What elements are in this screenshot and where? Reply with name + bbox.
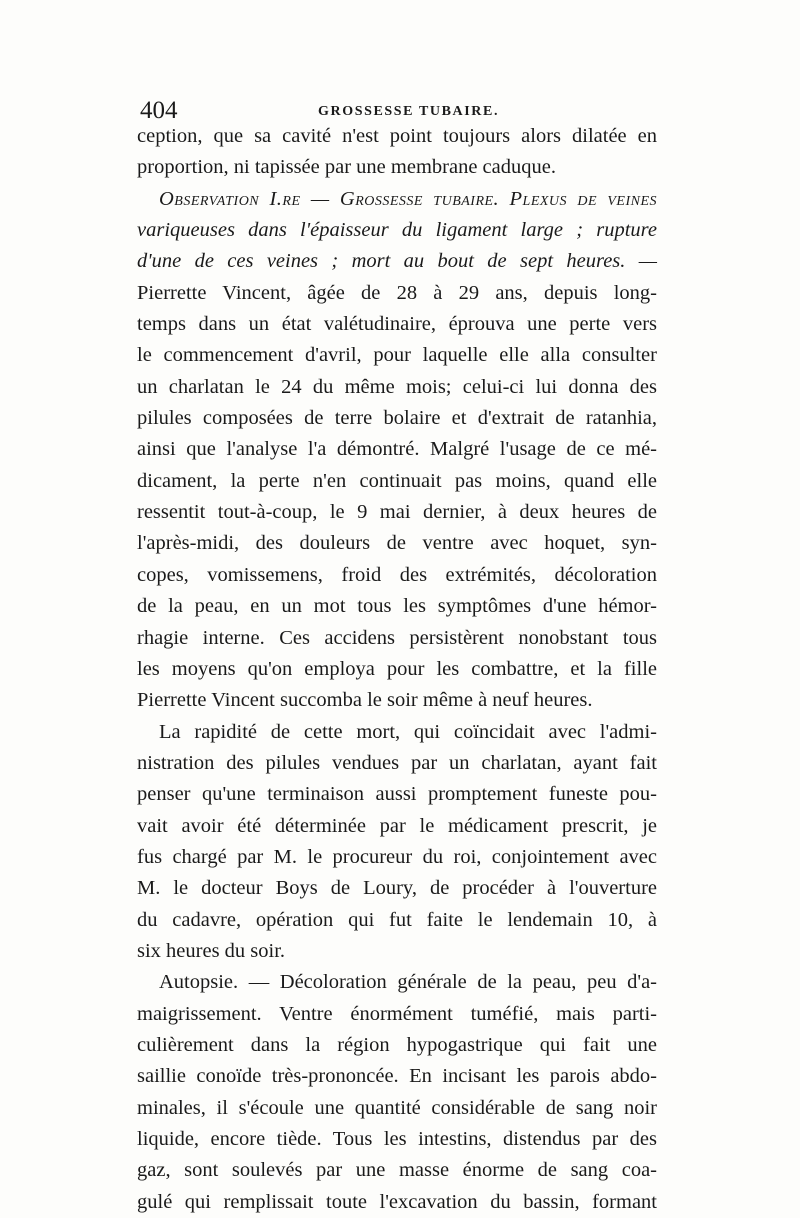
text-line: culièrement dans la région hypogastrique qui fait une bbox=[137, 1033, 657, 1056]
observation-heading-line: Observation I.re — Grossesse tubaire. Plexus de veines bbox=[159, 187, 657, 210]
observation-heading-line: variqueuses dans l'épaisseur du ligament large ; rupture bbox=[137, 219, 657, 242]
text-line: Pierrette Vincent succomba le soir même à neuf heures. bbox=[137, 689, 593, 712]
text-line: proportion, ni tapissée par une membrane caduque. bbox=[137, 156, 556, 179]
text-line: dicament, la perte n'en continuait pas moins, quand elle bbox=[137, 469, 657, 492]
text-line: liquide, encore tiède. Tous les intestins, distendus par des bbox=[137, 1128, 657, 1150]
text-line: copes, vomissemens, froid des extrémités, décoloration bbox=[137, 563, 657, 586]
text-line: ainsi que l'analyse l'a démontré. Malgré l'usage de ce mé- bbox=[137, 438, 657, 461]
text-line: M. le docteur Boys de Loury, de procéder à l'ouverture bbox=[137, 877, 657, 900]
text-line: gulé qui remplissait toute l'excavation du bassin, formant bbox=[137, 1190, 657, 1213]
text-line: le commencement d'avril, pour laquelle elle alla consulter bbox=[137, 344, 657, 367]
text-line: du cadavre, opération qui fut faite le lendemain 10, à bbox=[137, 908, 657, 931]
text-line: nistration des pilules vendues par un charlatan, ayant fait bbox=[137, 751, 657, 774]
text-line: fus chargé par M. le procureur du roi, conjointement avec bbox=[137, 845, 657, 868]
text-line: un charlatan le 24 du même mois; celui-ci lui donna des bbox=[137, 375, 657, 398]
text-line: temps dans un état valétudinaire, éprouva une perte vers bbox=[137, 313, 657, 336]
observation-heading-line: d'une de ces veines ; mort au bout de sept heures. — bbox=[137, 250, 657, 273]
text-line: minales, il s'écoule une quantité considérable de sang noir bbox=[137, 1096, 657, 1119]
text-line: ception, que sa cavité n'est point toujours alors dilatée en bbox=[137, 125, 657, 147]
text-line: ressentit tout-à-coup, le 9 mai dernier, à deux heures de bbox=[137, 501, 657, 524]
text-line: pilules composées de terre bolaire et d'extrait de ratanhia, bbox=[137, 407, 657, 430]
running-head: GROSSESSE TUBAIRE. bbox=[318, 104, 500, 119]
text-line: Pierrette Vincent, âgée de 28 à 29 ans, depuis long- bbox=[137, 281, 657, 304]
text-line: vait avoir été déterminée par le médicament prescrit, je bbox=[137, 814, 657, 837]
text-line: La rapidité de cette mort, qui coïncidait avec l'admi- bbox=[159, 720, 657, 743]
text-line: les moyens qu'on employa pour les combattre, et la fille bbox=[137, 657, 657, 680]
text-line: rhagie interne. Ces accidens persistèrent nonobstant tous bbox=[137, 626, 657, 649]
text-line: penser qu'une terminaison aussi promptement funeste pou- bbox=[137, 783, 657, 806]
body-text bbox=[137, 121, 657, 1218]
autopsy-heading-line: Autopsie. — Décoloration générale de la peau, peu d'a- bbox=[159, 971, 657, 994]
text-line: maigrissement. Ventre énormément tuméfié, mais parti- bbox=[137, 1002, 657, 1025]
text-line: saillie conoïde très-prononcée. En incisant les parois abdo- bbox=[137, 1065, 657, 1088]
text-line: six heures du soir. bbox=[137, 939, 286, 962]
text-line: gaz, sont soulevés par une masse énorme de sang coa- bbox=[137, 1159, 657, 1182]
page-number: 404 bbox=[140, 97, 178, 124]
text-line: de la peau, en un mot tous les symptômes d'une hémor- bbox=[137, 595, 657, 618]
text-line: l'après-midi, des douleurs de ventre avec hoquet, syn- bbox=[137, 532, 657, 555]
